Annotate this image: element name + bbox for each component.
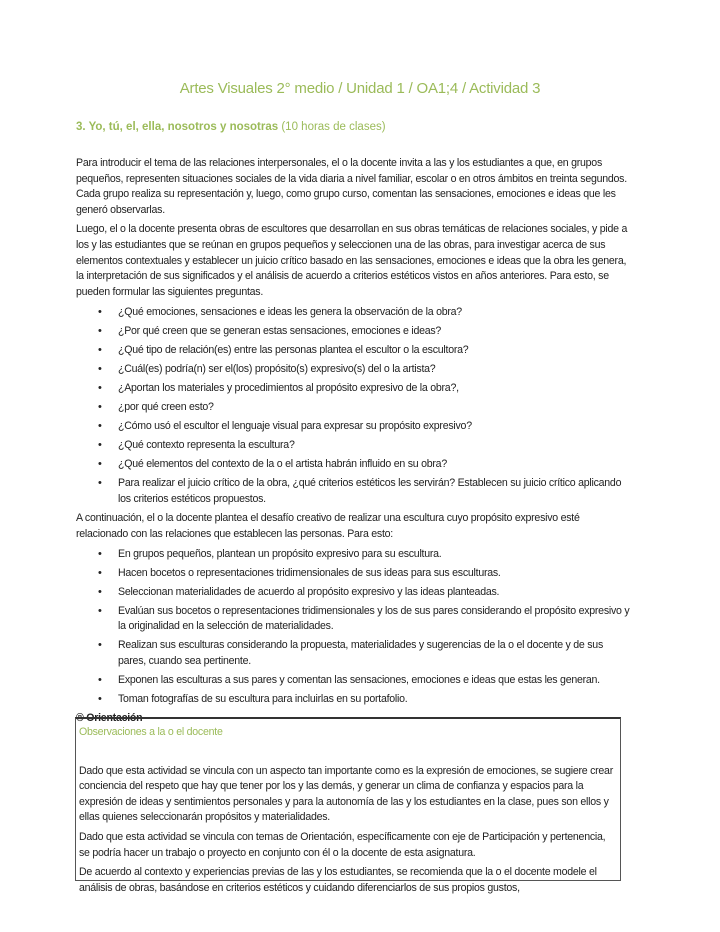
list-item: • ¿por qué creen esto? [76,400,632,416]
activity-heading [76,121,386,133]
list-item: • ¿Qué emociones, sensaciones e ideas les genera la observación de la obra? [76,305,632,321]
paragraph-3: A continuación, el o la docente plantea el desafío creativo de realizar una escultura cuyo propósito expresivo esté relacionado con las relaciones que establecen las personas. Para esto: [76,512,580,540]
list-item: • Hacen bocetos o representaciones tridimensionales de sus ideas para sus esculturas. [76,566,632,582]
document-body [76,156,632,727]
list-item: • ¿Cuál(es) podría(n) ser el(los) propósito(s) expresivo(s) del o la artista? [76,362,632,378]
list-item: • Realizan sus esculturas considerando la propuesta, materialidades y sugerencias de la o el docente y de sus pares, cuando sea pertinente. [76,638,632,669]
observation-paragraph: De acuerdo al contexto y experiencias previas de las y los estudiantes, se recomienda que la o el docente modele el análisis de obras, basándose en criterios estéticos y cuidando diferenciarlos de sus propios gustos, [79,866,597,894]
list-item: • Toman fotografías de su escultura para incluirlas en su portafolio. [76,692,632,708]
list-item: • Evalúan sus bocetos o representaciones tridimensionales y los de sus pares considerando el propósito expresivo y la originalidad en la selección de materialidades. [76,604,632,635]
intro-paragraph: Para introducir el tema de las relaciones interpersonales, el o la docente invita a las y los estudiantes a que, en grupos pequeños, representen situaciones sociales de la vida diaria a nivel familiar, escolar o en otros ámbitos en treinta segundos. Cada grupo realiza su representación y, luego, como grupo curso, comentan las sensaciones, emociones e ideas que les generó observarlas. [76,157,627,216]
list-item: • Exponen las esculturas a sus pares y comentan las sensaciones, emociones e ideas que estas les generan. [76,673,632,689]
paragraph-2: Luego, el o la docente presenta obras de escultores que desarrollan en sus obras temáticas de relaciones sociales, y pide a los y las estudiantes que se reúnan en grupos pequeños y seleccionen una de las obras, para investigar acerca de sus elementos contextuales y establecer un juicio crítico basado en las sensaciones, emociones e ideas que la obra les genera, la interpretación de sus significados y el análisis de acuerdo a criterios estéticos vistos en años anteriores. Para esto, se pueden formular las siguientes preguntas. [76,223,628,298]
list-item: • Para realizar el juicio crítico de la obra, ¿qué criterios estéticos les servirán? Establecen su juicio crítico aplicando los criterios estéticos propuestos. [76,476,632,507]
list-item: • En grupos pequeños, plantean un propósito expresivo para su escultura. [76,547,632,563]
list-item: • ¿Aportan los materiales y procedimientos al propósito expresivo de la obra?, [76,381,632,397]
observations-label: Observaciones a la o el docente [79,726,223,738]
observation-paragraph: Dado que esta actividad se vincula con temas de Orientación, específicamente con eje de Participación y pertenencia, se podría hacer un trabajo o proyecto en conjunto con él o la docente de esta asignatura. [79,830,606,859]
list-item: • ¿Cómo usó el escultor el lenguaje visual para expresar su propósito expresivo? [76,419,632,435]
observations-box [75,717,621,894]
document-title: Artes Visuales 2° medio / Unidad 1 / OA1;4 / Actividad 3 [179,80,541,97]
list-item: • ¿Qué elementos del contexto de la o el artista habrán influido en su obra? [76,457,632,473]
activity-title: 3. Yo, tú, el, ella, nosotros y nosotras [76,121,279,133]
questions-list [76,305,632,507]
steps-list [76,547,632,708]
list-item: • ¿Qué tipo de relación(es) entre las personas plantea el escultor o la escultora? [76,343,632,359]
list-item: • ¿Por qué creen que se generan estas sensaciones, emociones e ideas? [76,324,632,340]
activity-hours: (10 horas de clases) [278,121,386,133]
list-item: • Seleccionan materialidades de acuerdo al propósito expresivo y las ideas planteadas. [76,585,632,601]
orientation-label: ® Orientación [76,712,143,725]
list-item: • ¿Qué contexto representa la escultura? [76,438,632,454]
observation-paragraph: Dado que esta actividad se vincula con un aspecto tan importante como es la expresión de emociones, se sugiere crear conciencia del respeto que hay que tener por los y las demás, y generar un clima de confianza y espacios para la expresión de ideas y sentimientos personales y para la autonomía de las y los estudiantes en la clase, pues son ellos y ellas quienes seleccionarán propósitos y materialidades. [79,764,613,824]
